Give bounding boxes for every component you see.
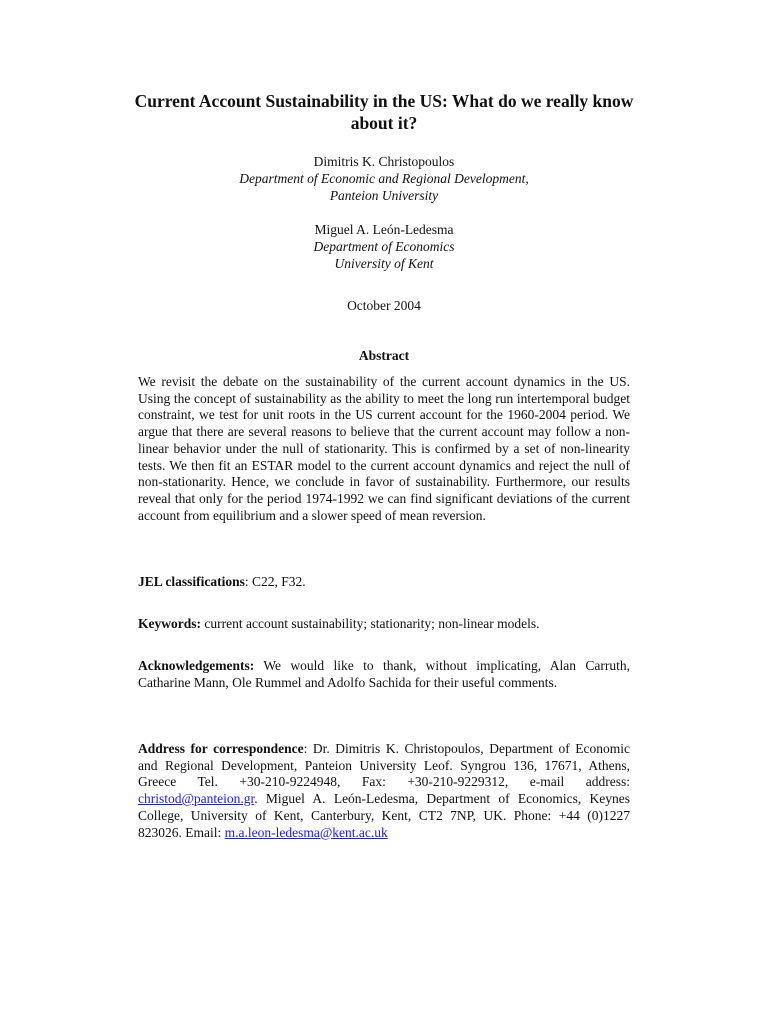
jel-separator: : — [244, 574, 253, 589]
date-text: October 2004 — [347, 298, 421, 313]
author-name: Dimitris K. Christopoulos — [313, 154, 455, 169]
jel-label: JEL classifications — [138, 574, 245, 589]
address-text: : Dr. Dimitris K. Christopoulos, Department of Economic and Regional Development, Panteion University Leof. Syngrou 136, 17671, Athens, Greece Tel. +30-210-9224948, Fax: +30-210-9229312, e-mail address: — [138, 741, 630, 790]
author-block-2 — [120, 221, 648, 272]
keywords-text: current account sustainability; stationarity; non-linear models. — [201, 616, 540, 631]
correspondence-address — [138, 741, 630, 841]
paper-title: Current Account Sustainability in the US: What do we really know about it? — [134, 91, 634, 133]
keywords-label: Keywords: — [138, 616, 201, 631]
acknowledgements — [138, 658, 630, 691]
acknowledgements-label: Acknowledgements: — [138, 658, 255, 673]
jel-classifications — [138, 574, 630, 591]
author-name: Miguel A. León-Ledesma — [314, 222, 454, 237]
address-text: . Miguel A. León-Ledesma, Department of Economics, Keynes College, University of Kent, Canterbury, Kent, CT2 7NP, UK. Phone: +44 (0)1227 823026. Email: — [138, 791, 630, 840]
author-affiliation: Department of Economics — [313, 239, 455, 254]
keywords — [138, 616, 630, 633]
email-link-christopoulos[interactable]: christod@panteion.gr — [138, 791, 255, 807]
acknowledgements-text: We would like to thank, without implicating, Alan Carruth, Catharine Mann, Ole Rummel and Adolfo Sachida for their useful comments. — [138, 658, 630, 690]
author-affiliation: Panteion University — [329, 188, 439, 203]
jel-codes: C22, F32. — [252, 574, 306, 589]
abstract-heading: Abstract — [358, 348, 410, 363]
abstract-text: We revisit the debate on the sustainability of the current account dynamics in the US. Using the concept of sustainability as the ability to meet the long run intertemporal budget constraint, we test for unit roots in the US current account for the 1960-2004 period. We argue that there are several reasons to believe that the current account may follow a non-linear behavior under the null of stationarity. This is confirmed by a set of non-linearity tests. We then fit an ESTAR model to the current account dynamics and reject the null of non-stationarity. Hence, we conclude in favor of sustainability. Furthermore, our results reveal that only for the period 1974-1992 we can find significant deviations of the current account from equilibrium and a slower speed of mean reversion. — [138, 374, 630, 523]
author-affiliation: University of Kent — [334, 256, 434, 271]
author-affiliation: Department of Economic and Regional Development, — [239, 171, 529, 186]
author-block-1 — [120, 153, 648, 204]
paper-date — [120, 297, 648, 314]
address-label: Address for correspondence — [138, 741, 304, 756]
email-link-leon-ledesma[interactable]: m.a.leon-ledesma@kent.ac.uk — [224, 824, 388, 840]
